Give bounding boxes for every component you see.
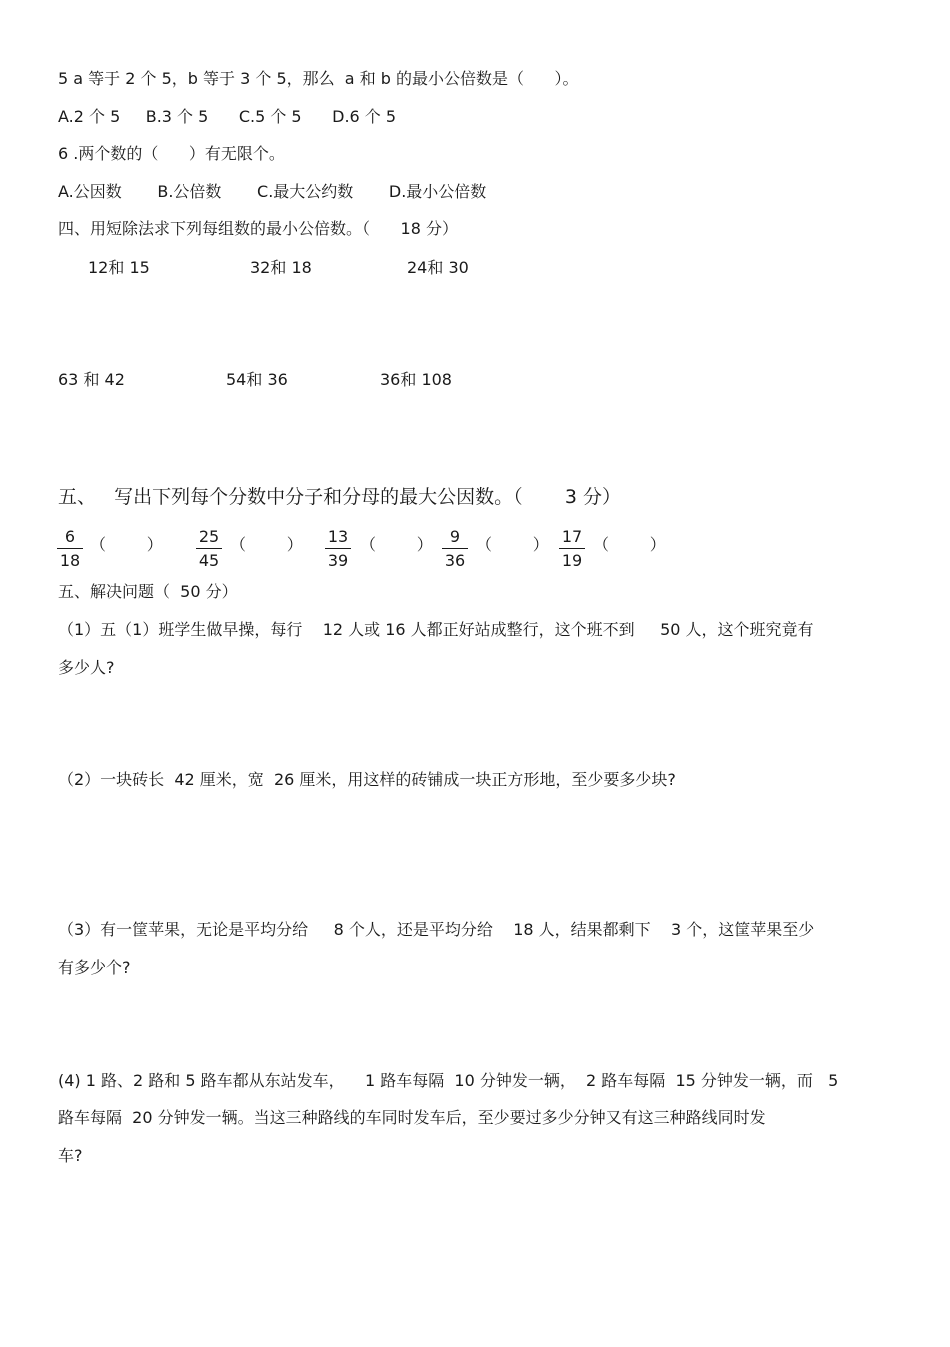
- number-pair: 63 和 42: [58, 370, 125, 389]
- answer-parentheses: （ ）: [90, 535, 163, 554]
- fraction: [440, 526, 470, 571]
- problem-1-cont: 多少人?: [58, 658, 115, 677]
- number-pair: 54和 36: [226, 370, 288, 389]
- question-5-options: A.2 个 5 B.3 个 5 C.5 个 5 D.6 个 5: [58, 107, 397, 126]
- question-6: 6 .两个数的（ ）有无限个。: [58, 144, 285, 163]
- fraction-denominator: 18: [59, 551, 81, 570]
- fraction-denominator: 36: [444, 551, 466, 570]
- answer-parentheses: （ ）: [476, 535, 549, 554]
- question-5: 5 a 等于 2 个 5，b 等于 3 个 5，那么 a 和 b 的最小公倍数是（ ）。: [58, 69, 579, 88]
- number-pair: 24和 30: [407, 258, 469, 277]
- fraction: [194, 526, 224, 571]
- problem-3: （3）有一筐苹果，无论是平均分给 8 个人，还是平均分给 18 人，结果都剩下 3 个，这筐苹果至少: [58, 920, 815, 939]
- problem-3-cont: 有多少个?: [58, 958, 131, 977]
- problem-4-cont: 车?: [58, 1146, 83, 1165]
- answer-parentheses: （ ）: [360, 535, 433, 554]
- section-5-title: 五、 写出下列每个分数中分子和分母的最大公因数。（ 3 分）: [58, 486, 622, 508]
- fraction-denominator: 45: [198, 551, 220, 570]
- problem-2: （2）一块砖长 42 厘米，宽 26 厘米，用这样的砖铺成一块正方形地，至少要多少块?: [58, 770, 676, 789]
- question-6-options: A.公因数 B.公倍数 C.最大公约数 D.最小公倍数: [58, 182, 487, 201]
- section-4-title: 四、用短除法求下列每组数的最小公倍数。（ 18 分）: [58, 219, 458, 238]
- fraction-numerator: 25: [198, 527, 220, 546]
- number-pair: 32和 18: [250, 258, 312, 277]
- fraction: [323, 526, 353, 571]
- fraction: [55, 526, 85, 571]
- fraction-numerator: 6: [64, 527, 76, 546]
- number-pair: 12和 15: [88, 258, 150, 277]
- fraction-numerator: 9: [449, 527, 461, 546]
- problem-4: (4) 1 路、2 路和 5 路车都从东站发车， 1 路车每隔 10 分钟发一辆， 2 路车每隔 15 分钟发一辆，而 5: [58, 1071, 839, 1090]
- answer-parentheses: （ ）: [230, 535, 303, 554]
- problem-4-cont: 路车每隔 20 分钟发一辆。当这三种路线的车同时发车后，至少要过多少分钟又有这三种路线同时发: [58, 1108, 766, 1127]
- fraction-denominator: 39: [327, 551, 349, 570]
- fraction-numerator: 13: [327, 527, 349, 546]
- section-6-title: 五、解决问题（ 50 分）: [58, 582, 238, 601]
- number-pair: 36和 108: [380, 370, 452, 389]
- answer-parentheses: （ ）: [593, 535, 666, 554]
- fraction-denominator: 19: [561, 551, 583, 570]
- fraction: [557, 526, 587, 571]
- fraction-numerator: 17: [561, 527, 583, 546]
- problem-1: （1）五（1）班学生做早操，每行 12 人或 16 人都正好站成整行，这个班不到 50 人，这个班究竟有: [58, 620, 814, 639]
